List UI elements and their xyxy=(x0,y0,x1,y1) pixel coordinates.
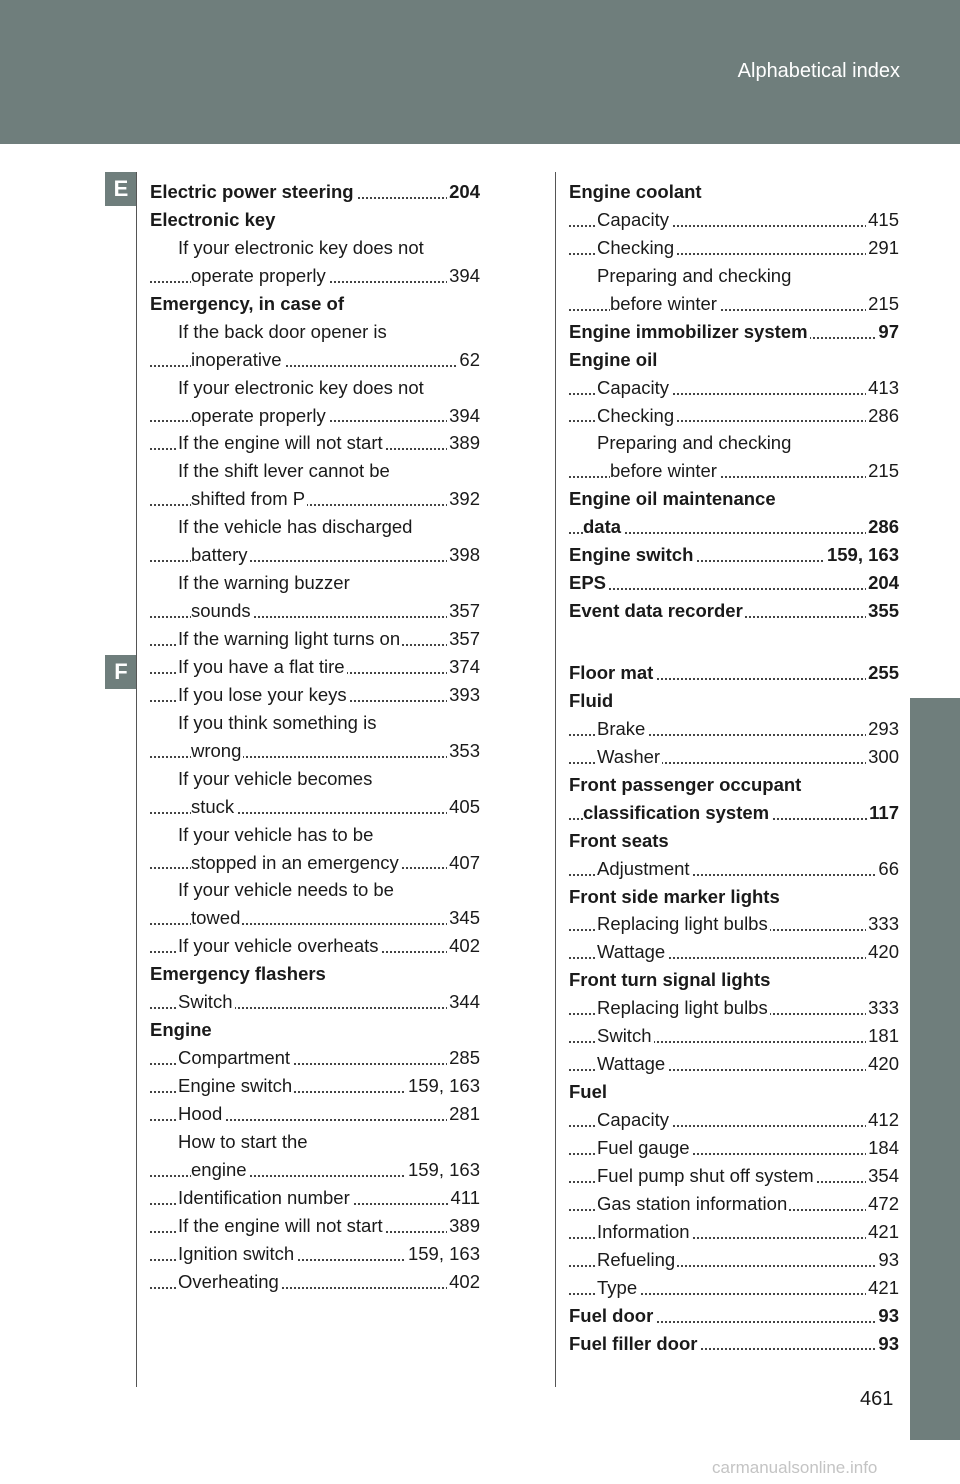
entry-term: Event data recorder xyxy=(569,600,743,622)
entry-page-ref: 355 xyxy=(866,597,899,625)
index-entry xyxy=(569,1302,899,1330)
entry-page-ref: 413 xyxy=(866,374,899,402)
entry-term: Refueling xyxy=(597,1248,676,1270)
index-entry xyxy=(569,1162,899,1190)
entry-page-ref: 300 xyxy=(866,743,899,771)
index-column-right xyxy=(569,178,899,1357)
index-entry xyxy=(150,541,480,569)
entry-term: operate properly xyxy=(191,404,326,426)
entry-term: shifted from P xyxy=(191,488,306,510)
entry-term: Checking xyxy=(597,404,675,426)
entry-term: Fuel door xyxy=(569,1304,654,1326)
entry-term: If your vehicle becomes xyxy=(178,767,373,789)
entry-page-ref: 204 xyxy=(447,178,480,206)
entry-page-ref: 344 xyxy=(447,988,480,1016)
index-entry xyxy=(569,290,899,318)
entry-page-ref: 354 xyxy=(866,1162,899,1190)
entry-term: Information xyxy=(597,1220,690,1242)
entry-term: Identification number xyxy=(178,1186,350,1208)
entry-page-ref: 357 xyxy=(447,597,480,625)
index-entry xyxy=(150,1184,480,1212)
index-entry xyxy=(569,1246,899,1274)
entry-term: Hood xyxy=(178,1102,223,1124)
entry-page-ref: 291 xyxy=(866,234,899,262)
index-entry xyxy=(569,402,899,430)
entry-term: Preparing and checking xyxy=(597,264,792,286)
entry-term: If the warning buzzer xyxy=(178,572,350,594)
entry-page-ref: 345 xyxy=(447,904,480,932)
entry-page-ref: 353 xyxy=(447,737,480,765)
index-entry xyxy=(150,681,480,709)
index-entry xyxy=(569,715,899,743)
index-entry xyxy=(150,904,480,932)
entry-term: Engine oil xyxy=(569,348,658,370)
entry-term: stuck xyxy=(191,795,235,817)
entry-page-ref: 420 xyxy=(866,938,899,966)
index-entry xyxy=(150,290,480,318)
letter-tab-f: F xyxy=(105,655,137,689)
entry-page-ref: 62 xyxy=(457,346,480,374)
index-entry xyxy=(569,178,899,206)
index-entry xyxy=(150,234,480,262)
index-entry xyxy=(150,793,480,821)
entry-term: If your vehicle has to be xyxy=(178,823,374,845)
entry-page-ref: 421 xyxy=(866,1218,899,1246)
entry-page-ref: 394 xyxy=(447,262,480,290)
entry-term: Floor mat xyxy=(569,662,654,683)
index-entry xyxy=(569,938,899,966)
left-column-rule xyxy=(136,172,137,1387)
watermark: carmanualsonline.info xyxy=(712,1458,878,1477)
entry-page-ref: 402 xyxy=(447,1268,480,1296)
index-entry xyxy=(569,1050,899,1078)
index-entry xyxy=(569,1330,899,1358)
entry-term: Engine xyxy=(150,1019,212,1041)
entry-term: Electronic key xyxy=(150,208,276,230)
entry-page-ref: 398 xyxy=(447,541,480,569)
entry-term: Engine switch xyxy=(178,1075,293,1096)
entry-term: Fuel gauge xyxy=(597,1136,690,1158)
index-entry xyxy=(150,1212,480,1240)
index-entry xyxy=(569,234,899,262)
entry-term: inoperative xyxy=(191,348,282,370)
index-entry xyxy=(569,485,899,513)
index-entry xyxy=(150,653,480,681)
entry-term: Engine immobilizer system xyxy=(569,320,808,342)
entry-page-ref: 93 xyxy=(876,1302,899,1330)
entry-term: If you think something is xyxy=(178,711,377,733)
entry-term: Engine oil maintenance xyxy=(569,488,776,510)
index-entry xyxy=(569,687,899,715)
entry-term: How to start the xyxy=(178,1130,308,1152)
entry-page-ref: 97 xyxy=(876,318,899,346)
entry-term: If the back door opener is xyxy=(178,320,387,342)
index-entry xyxy=(150,1128,480,1156)
index-entry xyxy=(569,374,899,402)
entry-page-ref: 407 xyxy=(447,849,480,877)
entry-page-ref: 184 xyxy=(866,1134,899,1162)
index-entry xyxy=(569,318,899,346)
index-entry xyxy=(569,827,899,855)
index-entry xyxy=(569,883,899,911)
entry-term: classification system xyxy=(583,801,770,823)
entry-term: stopped in an emergency xyxy=(191,851,399,873)
entry-page-ref: 420 xyxy=(866,1050,899,1078)
index-entry xyxy=(569,1022,899,1050)
entry-term: operate properly xyxy=(191,264,326,286)
entry-page-ref: 333 xyxy=(866,994,899,1022)
index-section-f xyxy=(569,659,899,1357)
index-entry xyxy=(150,1240,480,1268)
index-entry xyxy=(150,569,480,597)
index-entry xyxy=(150,625,480,653)
entry-term: Compartment xyxy=(178,1047,291,1069)
entry-term: Capacity xyxy=(597,208,669,230)
index-entry xyxy=(150,988,480,1016)
index-entry xyxy=(569,1274,899,1302)
entry-term: Fuel xyxy=(569,1081,608,1103)
entry-page-ref: 93 xyxy=(876,1246,899,1274)
entry-page-ref: 415 xyxy=(866,206,899,234)
entry-term: Replacing light bulbs xyxy=(597,913,768,935)
index-entry xyxy=(569,1190,899,1218)
index-entry xyxy=(569,346,899,374)
entry-term: Engine switch xyxy=(569,544,694,566)
index-entry xyxy=(150,821,480,849)
entry-page-ref: 405 xyxy=(447,793,480,821)
entry-term: If your vehicle needs to be xyxy=(178,879,394,901)
index-entry xyxy=(150,346,480,374)
entry-term: Wattage xyxy=(597,1053,666,1075)
entry-page-ref: 389 xyxy=(447,429,480,457)
section-gap xyxy=(569,625,899,659)
entry-term: Capacity xyxy=(597,1109,669,1130)
index-entry xyxy=(569,1218,899,1246)
entry-page-ref: 181 xyxy=(866,1022,899,1050)
entry-page-ref: 93 xyxy=(876,1330,899,1358)
index-entry xyxy=(150,876,480,904)
entry-term: Washer xyxy=(597,745,661,767)
index-entry xyxy=(150,318,480,346)
letter-tab-e: E xyxy=(105,172,137,206)
entry-page-ref: 215 xyxy=(866,290,899,318)
index-column-left xyxy=(150,178,480,1296)
right-column-rule xyxy=(555,172,556,1387)
entry-term: Fuel pump shut off system xyxy=(597,1164,814,1186)
entry-term: Front turn signal lights xyxy=(569,969,771,991)
index-entry xyxy=(569,513,899,541)
index-entry xyxy=(150,1044,480,1072)
index-entry xyxy=(150,597,480,625)
index-entry xyxy=(150,402,480,430)
index-entry xyxy=(569,659,899,687)
entry-page-ref: 204 xyxy=(866,569,899,597)
index-entry xyxy=(569,429,899,457)
entry-term: Switch xyxy=(597,1025,652,1047)
entry-page-ref: 255 xyxy=(866,659,899,687)
entry-term: Engine coolant xyxy=(569,181,702,202)
entry-page-ref: 215 xyxy=(866,457,899,485)
entry-page-ref: 357 xyxy=(447,625,480,653)
entry-page-ref: 159, 163 xyxy=(406,1072,480,1100)
entry-term: Electric power steering xyxy=(150,181,354,202)
entry-term: before winter xyxy=(610,292,717,314)
entry-term: Brake xyxy=(597,717,646,739)
index-entry xyxy=(150,1268,480,1296)
entry-term: Front side marker lights xyxy=(569,885,780,907)
page-number: 461 xyxy=(860,1388,894,1410)
index-entry xyxy=(150,1100,480,1128)
entry-term: sounds xyxy=(191,600,251,622)
entry-term: If your electronic key does not xyxy=(178,376,424,398)
entry-page-ref: 402 xyxy=(447,932,480,960)
entry-term: Adjustment xyxy=(597,857,690,879)
entry-term: engine xyxy=(191,1158,247,1180)
entry-term: Overheating xyxy=(178,1270,279,1292)
index-entry xyxy=(150,765,480,793)
index-entry xyxy=(150,709,480,737)
entry-term: data xyxy=(583,516,622,538)
entry-page-ref: 472 xyxy=(866,1190,899,1218)
entry-term: If your vehicle overheats xyxy=(178,935,379,957)
entry-page-ref: 159, 163 xyxy=(406,1240,480,1268)
entry-term: Preparing and checking xyxy=(597,432,792,454)
entry-term: Front seats xyxy=(569,829,669,851)
index-entry xyxy=(150,849,480,877)
index-entry xyxy=(569,1106,899,1134)
index-entry xyxy=(150,374,480,402)
entry-term: If the shift lever cannot be xyxy=(178,460,390,482)
index-entry xyxy=(150,485,480,513)
entry-term: Front passenger occupant xyxy=(569,773,802,795)
index-section-e xyxy=(569,178,899,625)
index-entry xyxy=(569,569,899,597)
entry-term: Type xyxy=(597,1276,638,1298)
entry-term: Replacing light bulbs xyxy=(597,997,768,1019)
entry-page-ref: 281 xyxy=(447,1100,480,1128)
index-entry xyxy=(569,597,899,625)
entry-page-ref: 392 xyxy=(447,485,480,513)
entry-term: Switch xyxy=(178,991,233,1013)
entry-page-ref: 285 xyxy=(447,1044,480,1072)
index-entry xyxy=(569,262,899,290)
index-entry xyxy=(150,513,480,541)
entry-page-ref: 393 xyxy=(447,681,480,709)
entry-term: before winter xyxy=(610,460,717,482)
index-entry xyxy=(569,771,899,799)
index-entry xyxy=(150,429,480,457)
entry-page-ref: 293 xyxy=(866,715,899,743)
entry-term: Gas station information xyxy=(597,1192,788,1214)
entry-page-ref: 159, 163 xyxy=(406,1156,480,1184)
entry-term: towed xyxy=(191,907,241,929)
entry-page-ref: 374 xyxy=(447,653,480,681)
entry-term: If the warning light turns on xyxy=(178,628,401,649)
index-entry xyxy=(569,994,899,1022)
header-title: Alphabetical index xyxy=(737,60,900,82)
entry-term: If the engine will not start xyxy=(178,432,383,454)
index-entry xyxy=(569,541,899,569)
entry-page-ref: 333 xyxy=(866,910,899,938)
entry-term: Fuel filler door xyxy=(569,1332,698,1354)
entry-term: If the vehicle has discharged xyxy=(178,516,413,538)
index-entry xyxy=(569,1134,899,1162)
index-entry xyxy=(150,1072,480,1100)
entry-term: Emergency flashers xyxy=(150,963,326,985)
entry-page-ref: 66 xyxy=(876,855,899,883)
entry-page-ref: 421 xyxy=(866,1274,899,1302)
index-entry xyxy=(569,966,899,994)
entry-term: Capacity xyxy=(597,376,669,398)
index-entry xyxy=(569,1078,899,1106)
index-entry xyxy=(569,855,899,883)
index-entry xyxy=(569,457,899,485)
index-entry xyxy=(150,206,480,234)
index-entry xyxy=(569,910,899,938)
entry-term: Emergency, in case of xyxy=(150,292,344,314)
index-entry xyxy=(150,1156,480,1184)
entry-term: If the engine will not start xyxy=(178,1214,383,1236)
index-entry xyxy=(150,457,480,485)
entry-term: If your electronic key does not xyxy=(178,236,424,258)
entry-term: Wattage xyxy=(597,941,666,963)
index-entry xyxy=(569,743,899,771)
entry-page-ref: 389 xyxy=(447,1212,480,1240)
index-entry xyxy=(150,932,480,960)
entry-term: EPS xyxy=(569,572,607,594)
index-entry xyxy=(569,206,899,234)
index-entry xyxy=(569,799,899,827)
entry-term: If you have a flat tire xyxy=(178,655,345,677)
entry-page-ref: 286 xyxy=(866,513,899,541)
entry-page-ref: 117 xyxy=(867,799,899,827)
index-entry xyxy=(150,960,480,988)
index-entry xyxy=(150,737,480,765)
entry-page-ref: 159, 163 xyxy=(825,541,899,569)
entry-term: Checking xyxy=(597,236,675,258)
entry-term: If you lose your keys xyxy=(178,683,347,705)
side-tab-strip xyxy=(910,698,960,1440)
entry-term: battery xyxy=(191,544,248,566)
entry-page-ref: 394 xyxy=(447,402,480,430)
page-header xyxy=(0,0,960,144)
index-entry xyxy=(150,262,480,290)
index-entry xyxy=(150,178,480,206)
entry-page-ref: 411 xyxy=(449,1184,481,1212)
entry-term: Ignition switch xyxy=(178,1242,295,1264)
entry-term: wrong xyxy=(191,739,242,761)
index-entry xyxy=(150,1016,480,1044)
entry-page-ref: 412 xyxy=(866,1106,899,1134)
entry-page-ref: 286 xyxy=(866,402,899,430)
entry-term: Fluid xyxy=(569,689,614,711)
